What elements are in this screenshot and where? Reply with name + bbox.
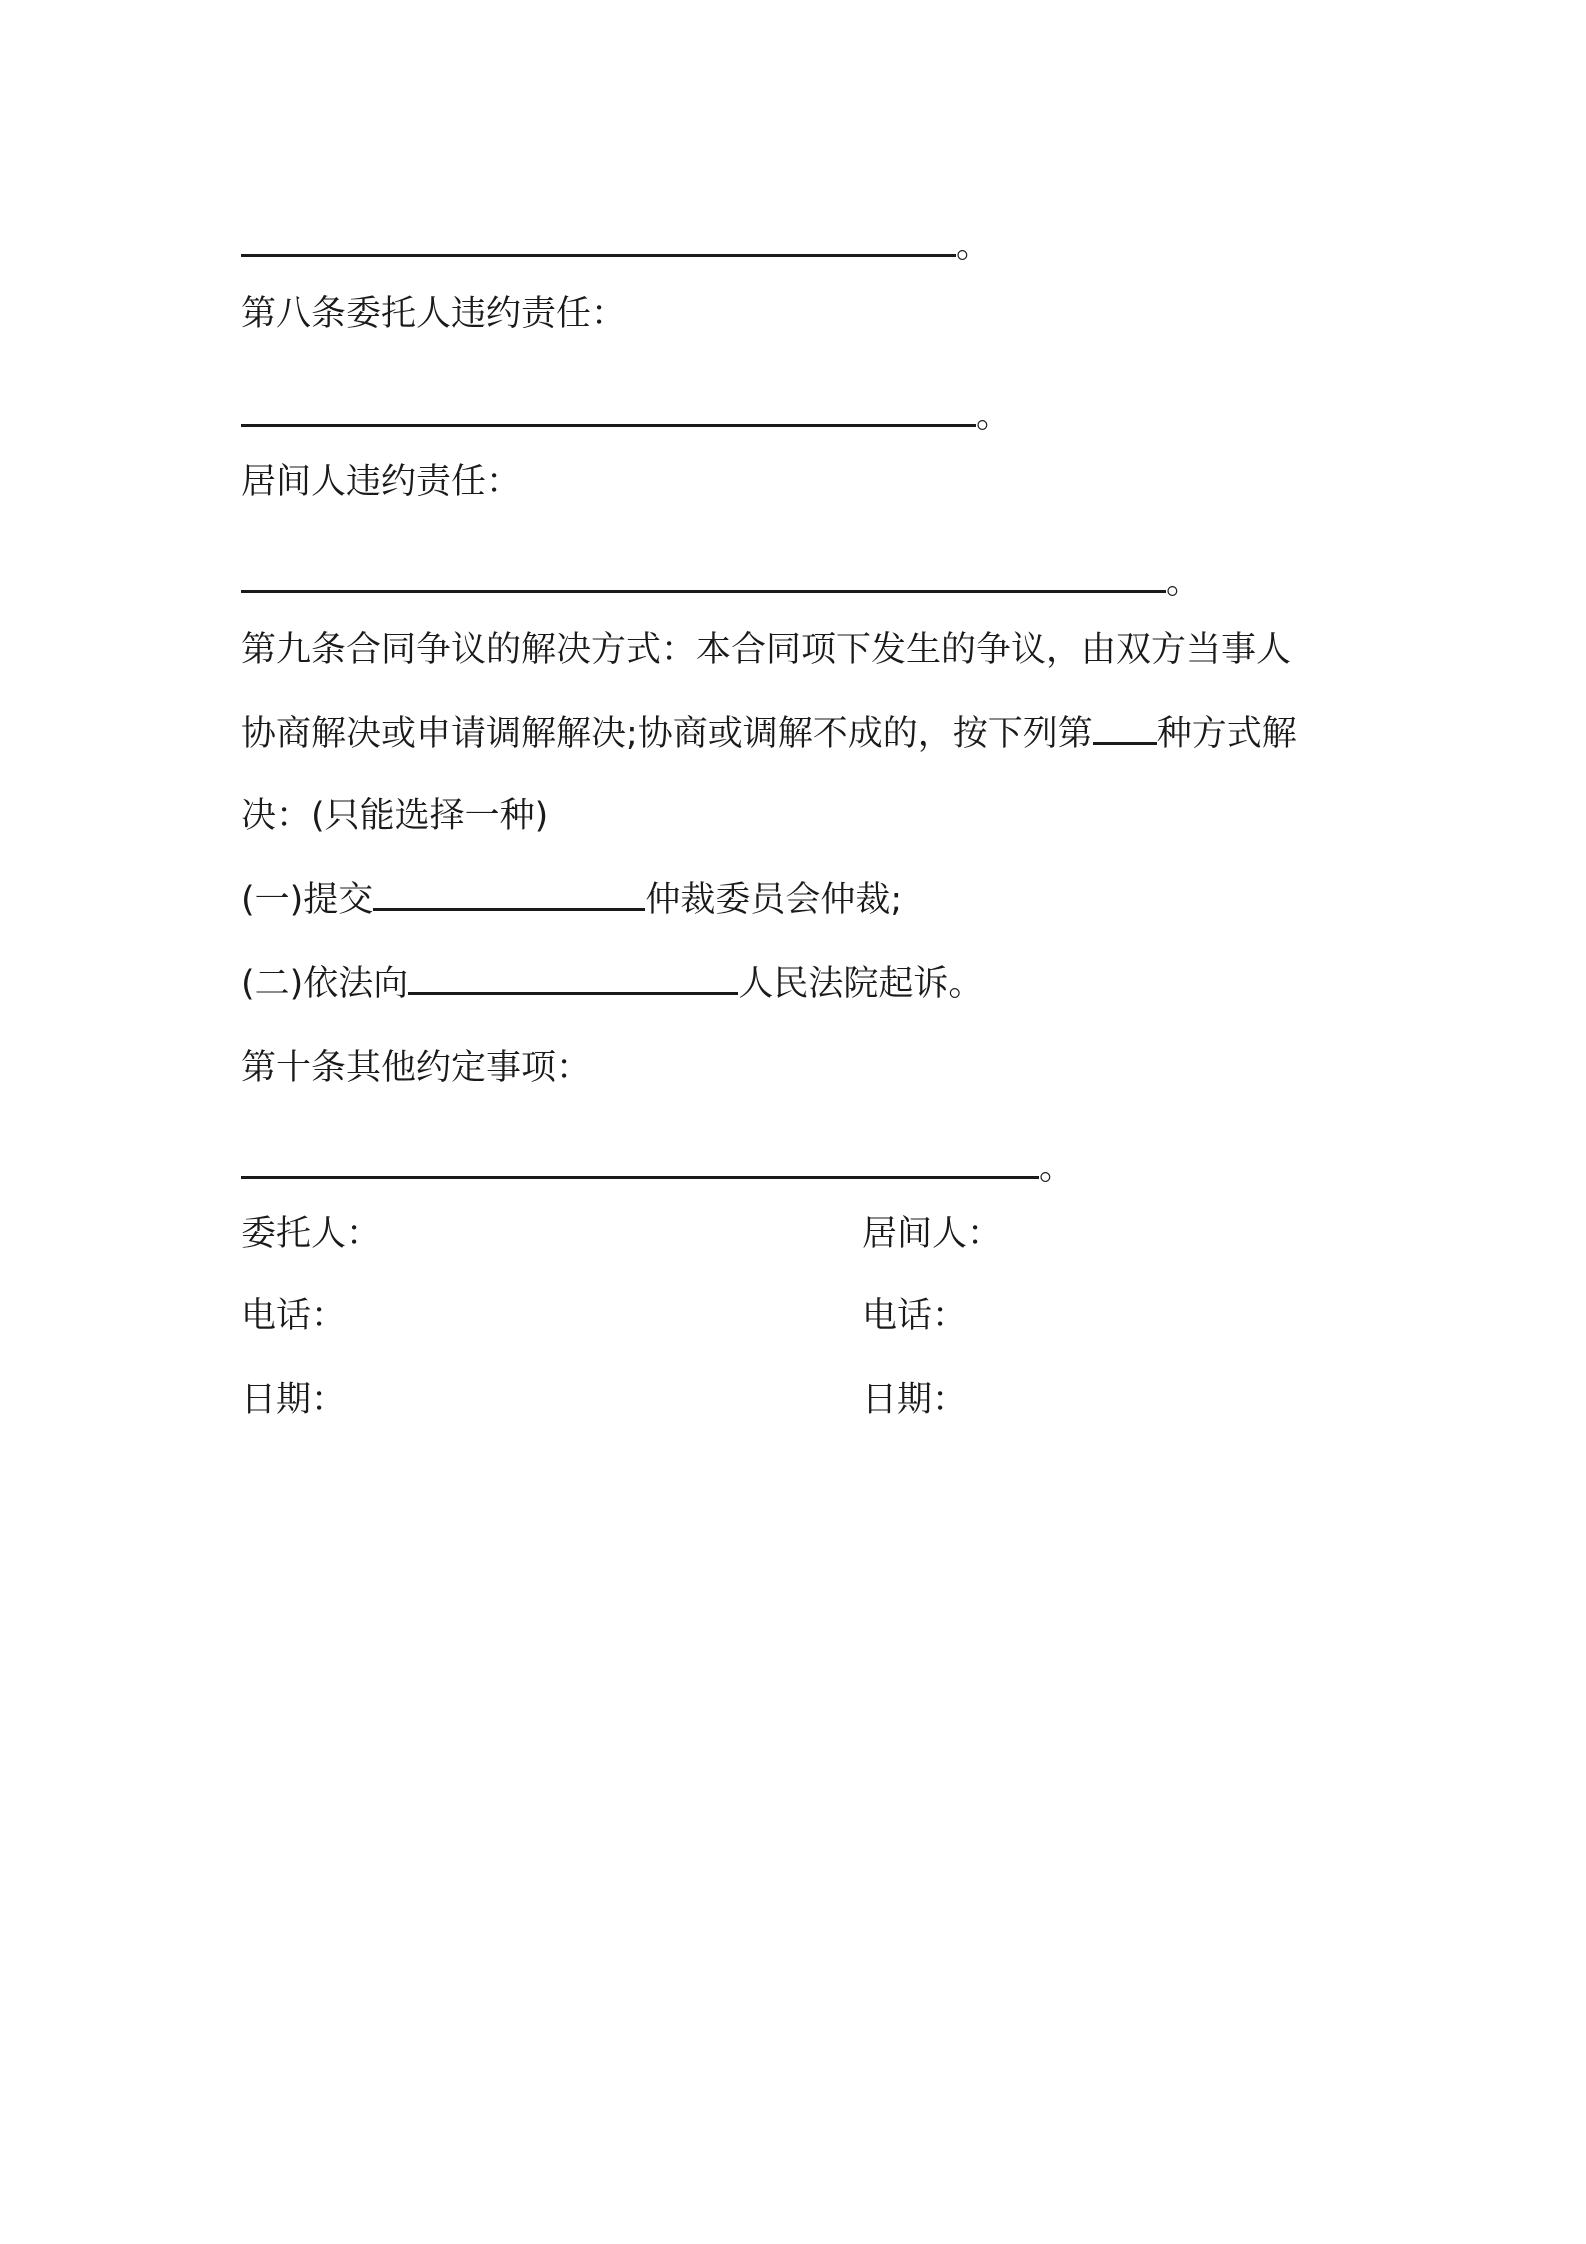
article-8-title: 第八条委托人违约责任：	[241, 294, 627, 334]
period: 。	[956, 226, 992, 266]
option-2-text-b: 人民法院起诉。	[738, 964, 984, 1004]
option-2-text-a: (二)依法向	[241, 964, 409, 1004]
blank-line-1	[241, 222, 991, 270]
period: 。	[976, 396, 1012, 436]
fill-blank	[241, 1146, 1039, 1179]
option-2	[241, 960, 983, 1008]
fill-blank	[373, 878, 645, 911]
fill-blank	[408, 962, 738, 995]
fill-blank	[1093, 712, 1157, 745]
client-signature-label: 委托人：	[241, 1214, 382, 1254]
article-9-line-2	[241, 710, 1297, 758]
broker-phone-label: 电话：	[862, 1296, 968, 1336]
client-phone-label: 电话：	[241, 1296, 347, 1336]
option-1-text-b: 仲裁委员会仲裁;	[645, 880, 903, 920]
broker-liability-title: 居间人违约责任：	[241, 462, 522, 502]
fill-blank	[241, 394, 976, 427]
article-9-text-b: 种方式解	[1156, 714, 1297, 754]
option-1-text-a: (一)提交	[241, 880, 374, 920]
option-1	[241, 876, 902, 924]
article-9-line-1: 第九条合同争议的解决方式：本合同项下发生的争议，由双方当事人	[241, 630, 1292, 670]
fill-blank	[241, 560, 1166, 593]
blank-line-4	[241, 1144, 1074, 1192]
broker-date-label: 日期：	[862, 1380, 968, 1420]
period: 。	[1039, 1148, 1075, 1188]
blank-line-2	[241, 392, 1011, 440]
blank-line-3	[241, 558, 1201, 606]
broker-signature-label: 居间人：	[862, 1214, 1003, 1254]
client-date-label: 日期：	[241, 1380, 347, 1420]
fill-blank	[241, 224, 956, 257]
article-10-title: 第十条其他约定事项：	[241, 1048, 592, 1088]
article-9-text-a: 协商解决或申请调解解决;协商或调解不成的，按下列第	[241, 714, 1093, 754]
article-9-line-3: 决：(只能选择一种)	[241, 796, 549, 836]
period: 。	[1166, 562, 1202, 602]
